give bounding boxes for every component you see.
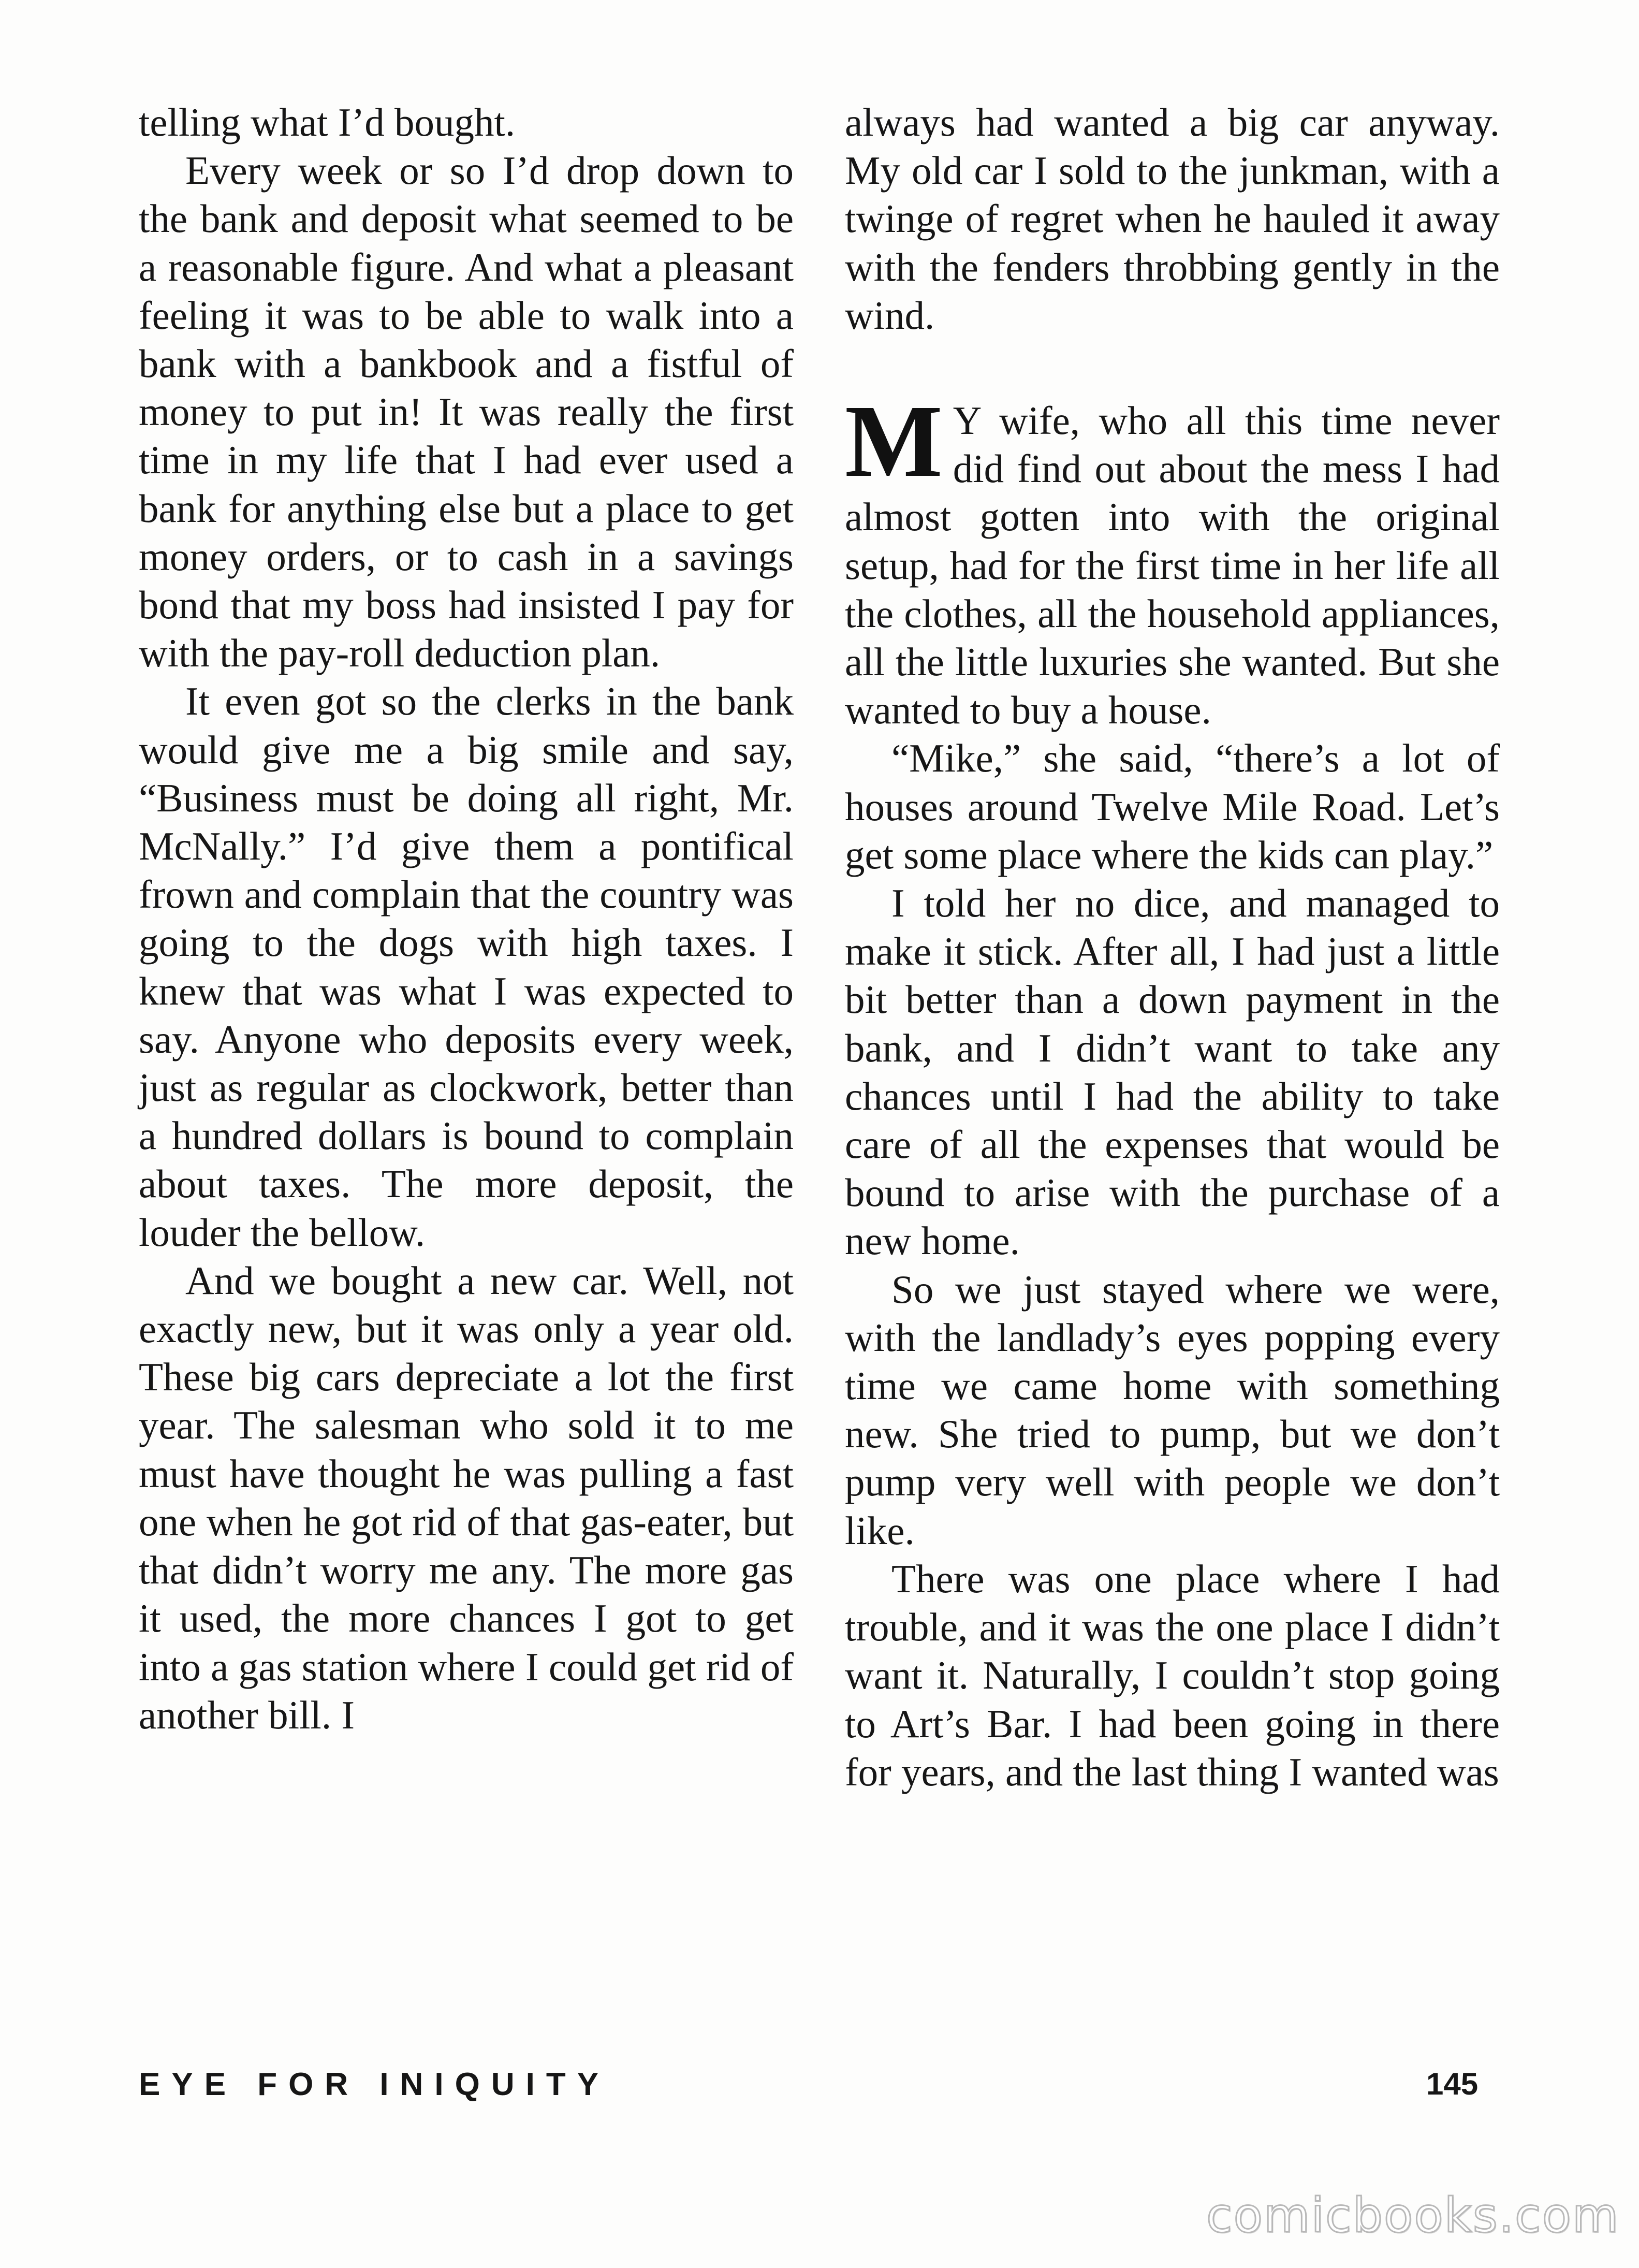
paragraph-continued: always had wanted a big car anyway. My old car I sold to the junkman, with a twinge of regret when he hauled it away with the fenders throbbing gently in the wind.	[845, 100, 1500, 338]
paragraph: There was one place where I had trouble, and it was the one place I didn’t want it. Naturally, I couldn’t stop going to Art’s Bar. I had been going in there for years, and the last thing I wanted was	[845, 1556, 1500, 1794]
running-title: EYE FOR INIQUITY	[139, 2067, 610, 2102]
page-number: 145	[1426, 2067, 1479, 2101]
paragraph: It even got so the clerks in the bank would give me a big smile and say, “Business must be doing all right, Mr. McNally.” I’d give them a pontifical frown and complain that the country was going to the dogs with high taxes. I knew that was what I was expected to say. Anyone who deposits every week, just as regular as clockwork, better than a hundred dollars is bound to complain about taxes. The more deposit, the louder the bellow.	[139, 679, 794, 1255]
text-column-left	[139, 98, 794, 1739]
paragraph: So we just stayed where we were, with the landlady’s eyes popping every time we came home with something new. She tried to pump, but we don’t pump very well with people we don’t like.	[845, 1267, 1500, 1553]
paragraph-text: Y wife, who all this time never did find out about the mess I had almost gotten into with the original setup, had for the first time in her life all the clothes, all the household appliances, all the little luxuries she wanted. But she wanted to buy a house.	[845, 398, 1500, 733]
paragraph: “Mike,” she said, “there’s a lot of houses around Twelve Mile Road. Let’s get some place where the kids can play.”	[845, 736, 1500, 877]
drop-cap: M	[845, 384, 943, 499]
paragraph-with-drop-cap	[845, 384, 1500, 734]
paragraph-continued: telling what I’d bought.	[139, 100, 516, 144]
paragraph: I told her no dice, and managed to make it stick. After all, I had just a little bit better than a down payment in the bank, and I didn’t want to take any chances until I had the ability to take care of all the expenses that would be bound to arise with the purchase of a new home.	[845, 881, 1500, 1263]
paragraph: Every week or so I’d drop down to the bank and deposit what seemed to be a reasonable figure. And what a pleasant feeling it was to be able to walk into a bank with a bankbook and a fistful of money to put in! It was really the first time in my life that I had ever used a bank for anything else but a place to get money orders, or to cash in a savings bond that my boss had insisted I pay for with the pay-roll deduction plan.	[139, 148, 794, 676]
text-column-right	[845, 98, 1500, 1796]
watermark: comicbooks.com	[1206, 2188, 1620, 2243]
section-break	[845, 340, 1500, 397]
paragraph: And we bought a new car. Well, not exactly new, but it was only a year old. These big cars depreciate a lot the first year. The salesman who sold it to me must have thought he was pulling a fast one when he got rid of that gas-eater, but that didn’t worry me any. The more gas it used, the more chances I got to get into a gas station where I could get rid of another bill. I	[139, 1258, 794, 1737]
